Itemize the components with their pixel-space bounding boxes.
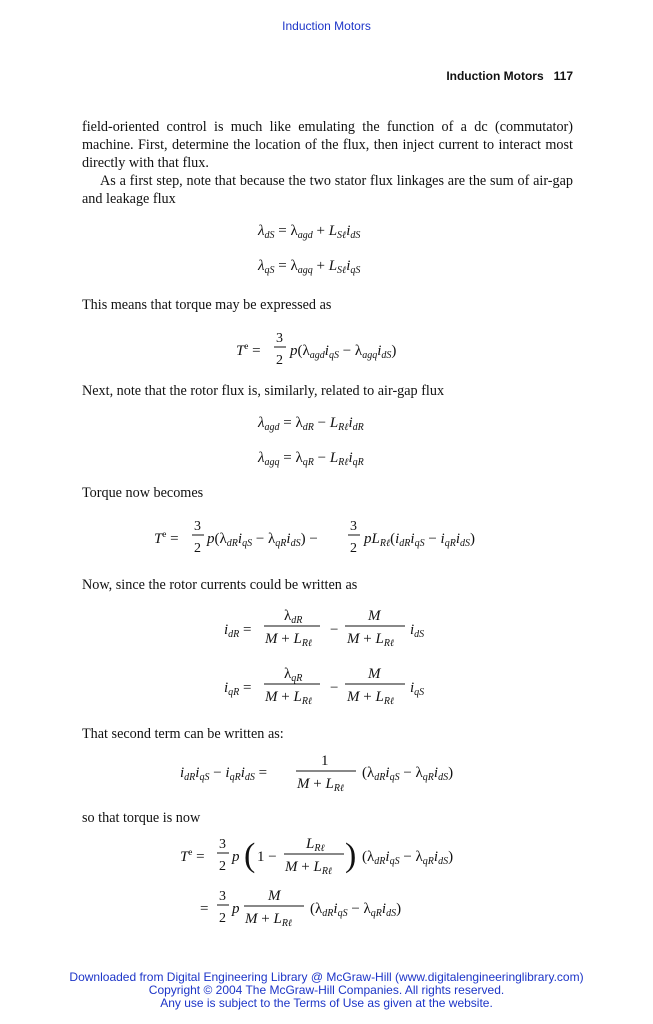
footer-terms-link[interactable]: Any use is subject to the Terms of Use as given at the website. — [160, 996, 493, 1010]
paragraph-torque-becomes: Torque now becomes — [82, 485, 204, 501]
svg-text:−: − — [330, 680, 339, 696]
paragraph-second-term: That second term can be written as: — [82, 726, 284, 742]
svg-text:(λdRiqS − λqRidS): $(\lambda_{dR}i_{qS} - \lambda_{qR}i_{dS})$ — [362, 849, 454, 867]
equation-iqr — [0, 662, 653, 710]
equation-torque-rotor — [0, 518, 653, 566]
equation-torque-final-1 — [0, 832, 653, 880]
svg-text:idR =: $i_{dR}$ = — [224, 622, 252, 640]
paragraph-intro: field-oriented control is much like emulating the function of a dc (commutator) machine. First, determine the location of the flux, then inject current to interact most directly with that flux. — [82, 119, 573, 171]
svg-text:Te =: $T^e$ = — [154, 529, 179, 547]
svg-text:M + LRℓ: $M + L_{R\ell}$ — [347, 689, 395, 707]
svg-text:M + LRℓ: $M + L_{R\ell}$ — [245, 911, 293, 929]
svg-text:M: M — [268, 888, 281, 904]
paragraph-torque-now: so that torque is now — [82, 810, 201, 826]
svg-text:iqR =: $i_{qR}$ = — [224, 680, 252, 698]
svg-text:M + LRℓ: $M + L_{R\ell}$ — [265, 631, 313, 649]
equation-rotor-flux — [0, 410, 653, 468]
svg-text:λqS = λagq + LSℓiqS: $\lambda_{qS} = \lambda_{agq} + L_{S\ell}i_{qS}$ — [258, 258, 361, 276]
svg-text:): ) — [345, 837, 357, 874]
svg-text:3: 3 — [194, 519, 201, 534]
svg-text:2: 2 — [219, 859, 226, 874]
svg-text:1 −: 1 − — [257, 849, 277, 865]
svg-text:=: = — [200, 901, 209, 917]
svg-text:p(λdRiqS − λqRidS) −: $p(\lambda_{dR}i_{qS} - \lambda_{qR}i_{dS})$ − — [207, 531, 318, 549]
footer-copyright: Copyright © 2004 The McGraw-Hill Companies. All rights reserved. — [148, 983, 505, 997]
paragraph-torque-expressed: This means that torque may be expressed as — [82, 297, 332, 313]
paragraph-first-step: As a first step, note that because the two stator flux linkages are the sum of air-gap and leakage flux — [82, 173, 573, 207]
svg-text:3: 3 — [219, 837, 226, 852]
svg-text:LRℓ: $L_{R\ell}$ — [306, 836, 325, 854]
svg-text:λqR: $\lambda_{qR}$ — [284, 666, 303, 684]
svg-text:λdR: $\lambda_{dR}$ — [284, 608, 303, 626]
svg-text:p: p — [232, 849, 240, 865]
svg-text:(: ( — [244, 837, 256, 874]
svg-text:M + LRℓ: $M + L_{R\ell}$ — [347, 631, 395, 649]
svg-text:(λdRiqS − λqRidS): $(\lambda_{dR}i_{qS} - \lambda_{qR}i_{dS})$ — [310, 901, 402, 919]
svg-text:1: 1 — [321, 753, 329, 769]
svg-text:M: M — [368, 666, 381, 682]
svg-text:Te =: $T^e$ = — [180, 847, 205, 865]
svg-text:pLRℓ(idRiqS − iqRidS): $pL_{R\ell}(i_{dR}i_{qS} - i_{qR}i_{dS})$ — [364, 531, 475, 549]
svg-text:(λdRiqS − λqRidS): $(\lambda_{dR}i_{qS} - \lambda_{qR}i_{dS})$ — [362, 765, 454, 783]
svg-text:λdS = λagd + LSℓidS: $\lambda_{dS} = \lambda_{agd} + L_{S\ell}i_{dS}$ — [258, 223, 361, 241]
svg-text:M + LRℓ: $M + L_{R\ell}$ — [285, 859, 333, 877]
download-footer — [0, 971, 653, 1010]
paragraph-rotor-flux: Next, note that the rotor flux is, similarly, related to air-gap flux — [82, 383, 445, 399]
svg-text:2: 2 — [276, 353, 283, 368]
running-head — [446, 69, 573, 83]
svg-text:idS: $i_{dS}$ — [410, 622, 425, 640]
svg-text:idRiqS − iqRidS =: $i_{dR}i_{qS} - i_{qR}i_{dS}$ = — [180, 765, 268, 783]
svg-text:Te =: $T^e$ = — [236, 341, 261, 359]
svg-text:M + LRℓ: $M + L_{R\ell}$ — [265, 689, 313, 707]
svg-text:p: p — [232, 901, 240, 917]
svg-text:2: 2 — [194, 541, 201, 556]
equation-torque-airgap — [0, 330, 653, 378]
running-head-title: Induction Motors — [446, 69, 544, 83]
equation-stator-flux — [0, 218, 653, 276]
svg-text:3: 3 — [276, 331, 283, 346]
svg-text:p(λagdiqS − λagqidS): $p(\lambda_{agd}i_{qS} - \lambda_{agq}i_{dS})$ — [290, 343, 397, 361]
svg-text:3: 3 — [219, 889, 226, 904]
svg-text:3: 3 — [350, 519, 357, 534]
svg-text:λagd = λdR − LRℓidR: $\lambda_{agd} = \lambda_{dR} - L_{R\ell}i_{dR}$ — [258, 415, 364, 433]
chapter-banner: Induction Motors — [282, 19, 371, 33]
svg-text:iqS: $i_{qS}$ — [410, 680, 425, 698]
equation-idr — [0, 604, 653, 652]
equation-torque-final-2 — [0, 884, 653, 932]
svg-text:M + LRℓ: $M + L_{R\ell}$ — [297, 776, 345, 794]
paragraph-rotor-currents: Now, since the rotor currents could be written as — [82, 577, 358, 593]
equation-second-term — [0, 749, 653, 797]
svg-text:2: 2 — [219, 911, 226, 926]
svg-text:2: 2 — [350, 541, 357, 556]
page-number: 117 — [553, 69, 573, 83]
svg-text:λagq = λqR − LRℓiqR: $\lambda_{agq} = \lambda_{qR} - L_{R\ell}i_{qR}$ — [258, 450, 364, 468]
svg-text:−: − — [330, 622, 339, 638]
svg-text:M: M — [368, 608, 381, 624]
footer-download-link[interactable]: Downloaded from Digital Engineering Library @ McGraw-Hill (www.digitalengineeringlibrary.com) — [69, 970, 584, 984]
